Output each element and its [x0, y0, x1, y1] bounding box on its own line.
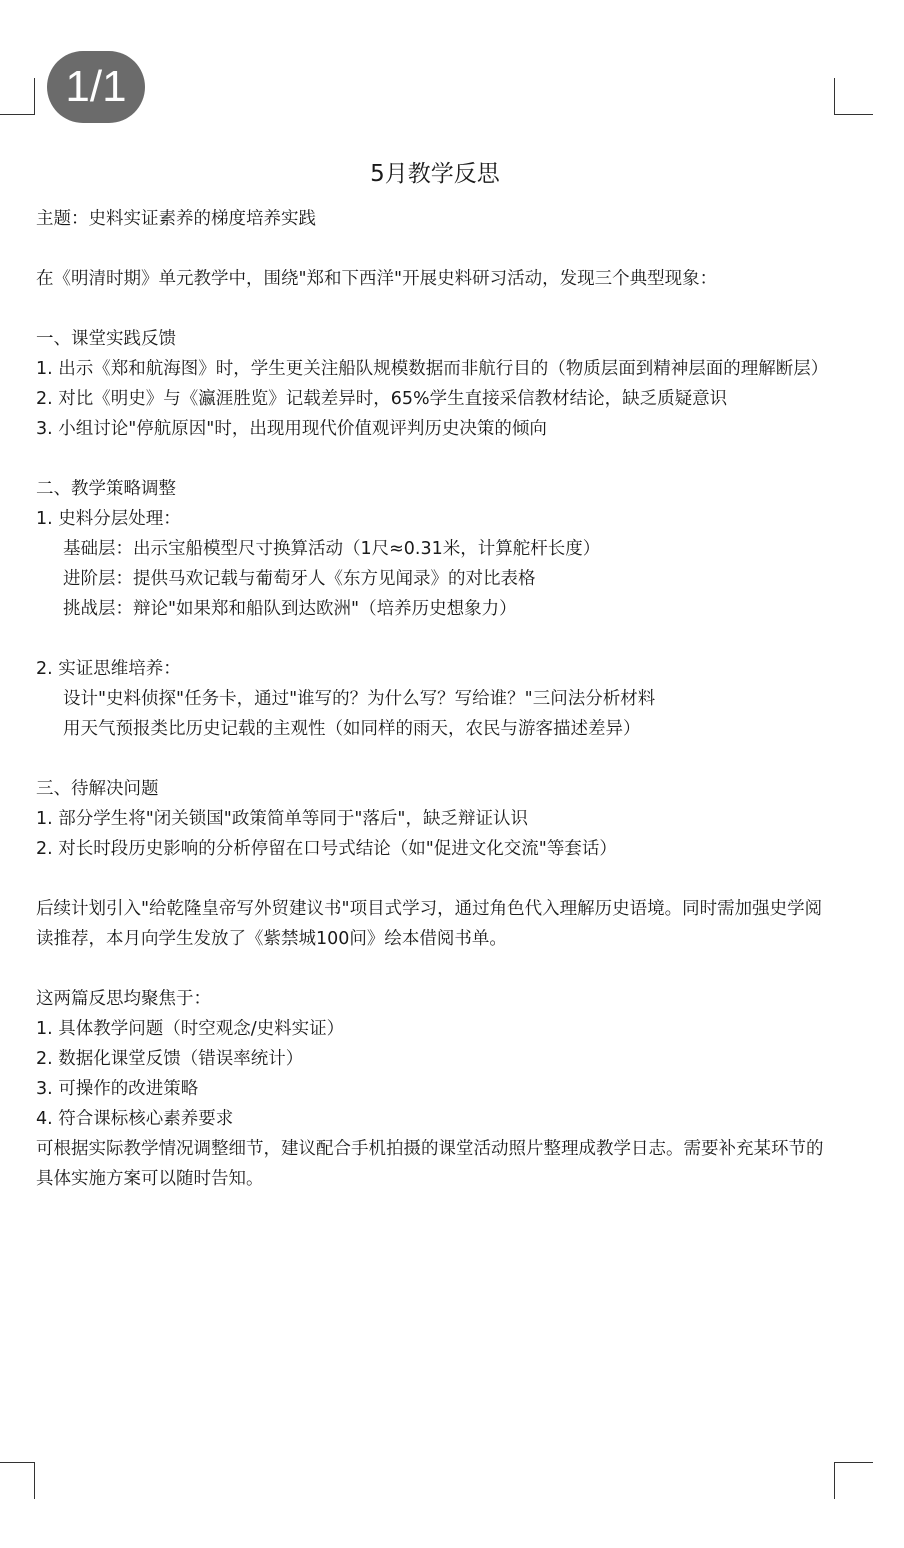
summary-item: 3. 可操作的改进策略: [36, 1079, 199, 1099]
section1-item: 3. 小组讨论"停航原因"时，出现用现代价值观评判历史决策的倾向: [36, 419, 547, 439]
summary-item: 2. 数据化课堂反馈（错误率统计）: [36, 1049, 304, 1069]
section3-item: 1. 部分学生将"闭关锁国"政策简单等同于"落后"，缺乏辩证认识: [36, 809, 528, 829]
section2-heading: 二、教学策略调整: [36, 479, 176, 499]
theme-line: 主题：史料实证素养的梯度培养实践: [36, 209, 316, 229]
closing-paragraph: 可根据实际教学情况调整细节，建议配合手机拍摄的课堂活动照片整理成教学日志。需要补充某环节的具体实施方案可以随时告知。: [36, 1139, 824, 1189]
section1-item: 1. 出示《郑和航海图》时，学生更关注船队规模数据而非航行目的（物质层面到精神层面的理解断层）: [36, 359, 829, 379]
followup-paragraph: 后续计划引入"给乾隆皇帝写外贸建议书"项目式学习，通过角色代入理解历史语境。同时需加强史学阅读推荐，本月向学生发放了《紫禁城100问》绘本借阅书单。: [36, 899, 823, 949]
section2-item2-line: 用天气预报类比历史记载的主观性（如同样的雨天，农民与游客描述差异）: [63, 719, 641, 739]
section2-item1-line: 挑战层：辩论"如果郑和船队到达欧洲"（培养历史想象力）: [63, 599, 517, 619]
summary-item: 4. 符合课标核心素养要求: [36, 1109, 234, 1129]
section2-item1-line: 进阶层：提供马欢记载与葡萄牙人《东方见闻录》的对比表格: [63, 569, 536, 589]
summary-heading: 这两篇反思均聚焦于：: [36, 989, 211, 1009]
section3-item: 2. 对长时段历史影响的分析停留在口号式结论（如"促进文化交流"等套话）: [36, 839, 617, 859]
crop-mark-top-left: [0, 78, 35, 115]
section1-item: 2. 对比《明史》与《瀛涯胜览》记载差异时，65%学生直接采信教材结论，缺乏质疑意识: [36, 389, 728, 409]
section2-item1-line: 基础层：出示宝船模型尺寸换算活动（1尺≈0.31米，计算舵杆长度）: [63, 539, 601, 559]
section2-item2-line: 设计"史料侦探"任务卡，通过"谁写的？为什么写？写给谁？"三问法分析材料: [63, 689, 656, 709]
section2-item2-title: 2. 实证思维培养：: [36, 659, 181, 679]
summary-item: 1. 具体教学问题（时空观念/史料实证）: [36, 1019, 345, 1039]
page-indicator: 1/1: [47, 51, 145, 123]
document-title: 5月教学反思: [370, 161, 500, 187]
section1-heading: 一、课堂实践反馈: [36, 329, 176, 349]
crop-mark-bottom-left: [0, 1462, 35, 1499]
section2-item1-title: 1. 史料分层处理：: [36, 509, 181, 529]
crop-mark-top-right: [834, 78, 873, 115]
document-body: [36, 204, 838, 1194]
section3-heading: 三、待解决问题: [36, 779, 159, 799]
intro-paragraph: 在《明清时期》单元教学中，围绕"郑和下西洋"开展史料研习活动，发现三个典型现象：: [36, 269, 718, 289]
crop-mark-bottom-right: [834, 1462, 873, 1499]
